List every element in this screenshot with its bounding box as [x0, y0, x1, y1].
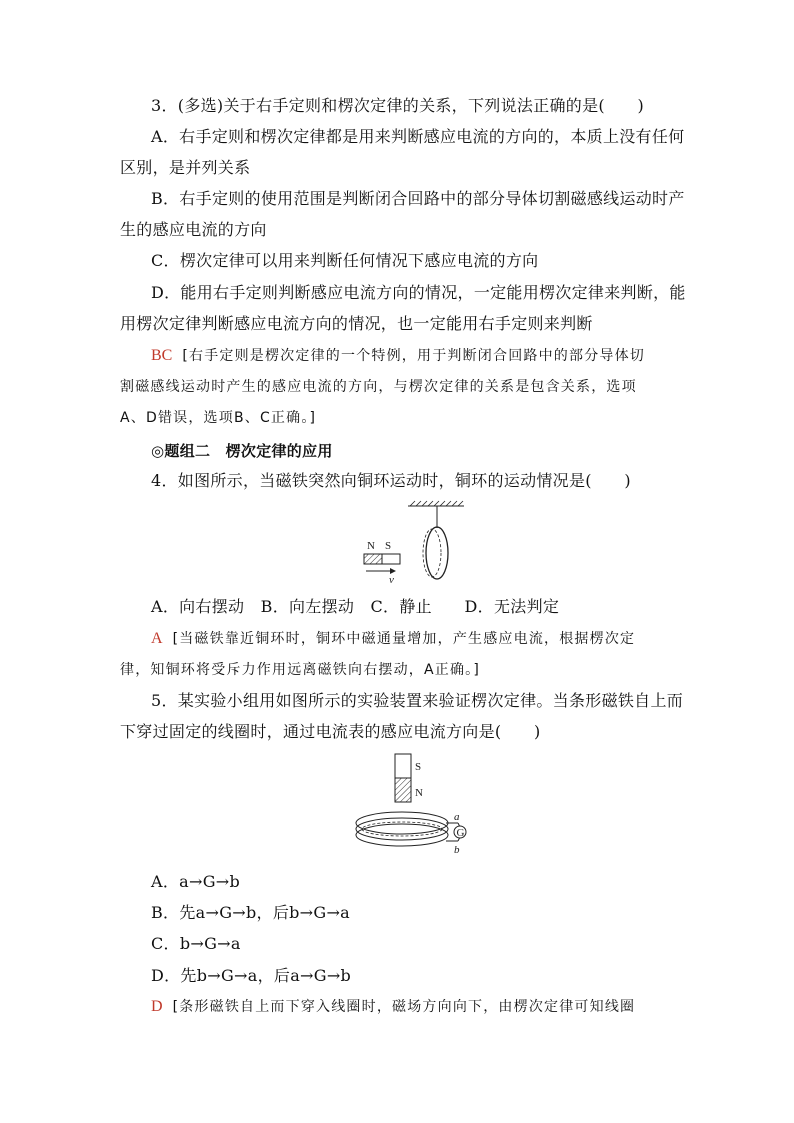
- q3-option-a-line1: A．右手定则和楞次定律都是用来判断感应电流的方向的，本质上没有任何: [151, 127, 685, 146]
- q5-stem-line2: 下穿过固定的线圈时，通过电流表的感应电流方向是( ): [120, 722, 541, 741]
- q5-option-b: B．先a→G→b，后b→G→a: [151, 903, 351, 922]
- q5-answer: D: [151, 998, 163, 1015]
- q5-option-a: A．a→G→b: [151, 872, 241, 891]
- q5-stem-line1: 5．某实验小组用如图所示的实验装置来验证楞次定律。当条形磁铁自上而: [151, 691, 684, 710]
- q3-option-b-line2: 生的感应电流的方向: [120, 220, 267, 239]
- q5-fig-label-n: N: [415, 787, 423, 799]
- q4-explanation-text1: [当磁铁靠近铜环时，铜环中磁通量增加，产生感应电流，根据楞次定: [172, 631, 636, 647]
- q5-explanation-line1: [151, 997, 635, 1017]
- q3-option-a-line2: 区别，是并列关系: [120, 158, 251, 177]
- q3-explanation-text1: [右手定则是楞次定律的一个特例，用于判断闭合回路中的部分导体切: [182, 348, 646, 364]
- q4-fig-label-n: N: [367, 540, 375, 552]
- q4-stem: 4．如图所示，当磁铁突然向铜环运动时，铜环的运动情况是( ): [151, 471, 631, 490]
- q4-fig-label-v: v: [389, 574, 394, 586]
- q5-fig-label-g: G: [456, 827, 465, 839]
- q4-magnet-ring-figure: [360, 500, 470, 590]
- q4-explanation-line1: [151, 629, 635, 649]
- q4-fig-label-s: S: [385, 540, 392, 552]
- q5-option-c: C．b→G→a: [151, 934, 241, 953]
- q5-option-d: D．先b→G→a，后a→G→b: [151, 966, 352, 985]
- q5-fig-label-s: S: [415, 761, 422, 773]
- group-heading: ◎题组二 楞次定律的应用: [151, 442, 333, 460]
- q3-answer: BC: [151, 347, 173, 364]
- q3-stem: 3．(多选)关于右手定则和楞次定律的关系，下列说法正确的是( ): [151, 96, 645, 115]
- q3-option-c: C．楞次定律可以用来判断任何情况下感应电流的方向: [151, 251, 539, 270]
- q5-fig-label-b: b: [454, 844, 460, 856]
- q4-explanation-line2: 律，知铜环将受斥力作用远离磁铁向右摆动，A正确。]: [120, 662, 481, 678]
- q4-options: A．向右摆动 B．向左摆动 C．静止 D．无法判定: [151, 597, 560, 616]
- q3-explanation-line1: [151, 346, 645, 366]
- q3-option-d-line1: D．能用右手定则判断感应电流方向的情况，一定能用楞次定律来判断，能: [151, 283, 686, 302]
- q3-option-b-line1: B．右手定则的使用范围是判断闭合回路中的部分导体切割磁感线运动时产: [151, 189, 685, 208]
- q5-magnet-coil-figure: [350, 750, 480, 860]
- q3-explanation-line3: A、D错误，选项B、C正确。]: [120, 410, 317, 426]
- q3-option-d-line2: 用楞次定律判断感应电流方向的情况，也一定能用右手定则来判断: [120, 314, 593, 333]
- q5-fig-label-a: a: [454, 811, 460, 823]
- q5-explanation-text1: [条形磁铁自上而下穿入线圈时，磁场方向向下，由楞次定律可知线圈: [172, 999, 636, 1015]
- q4-answer: A: [151, 630, 163, 647]
- q3-explanation-line2: 割磁感线运动时产生的感应电流的方向，与楞次定律的关系是包含关系，选项: [120, 379, 637, 395]
